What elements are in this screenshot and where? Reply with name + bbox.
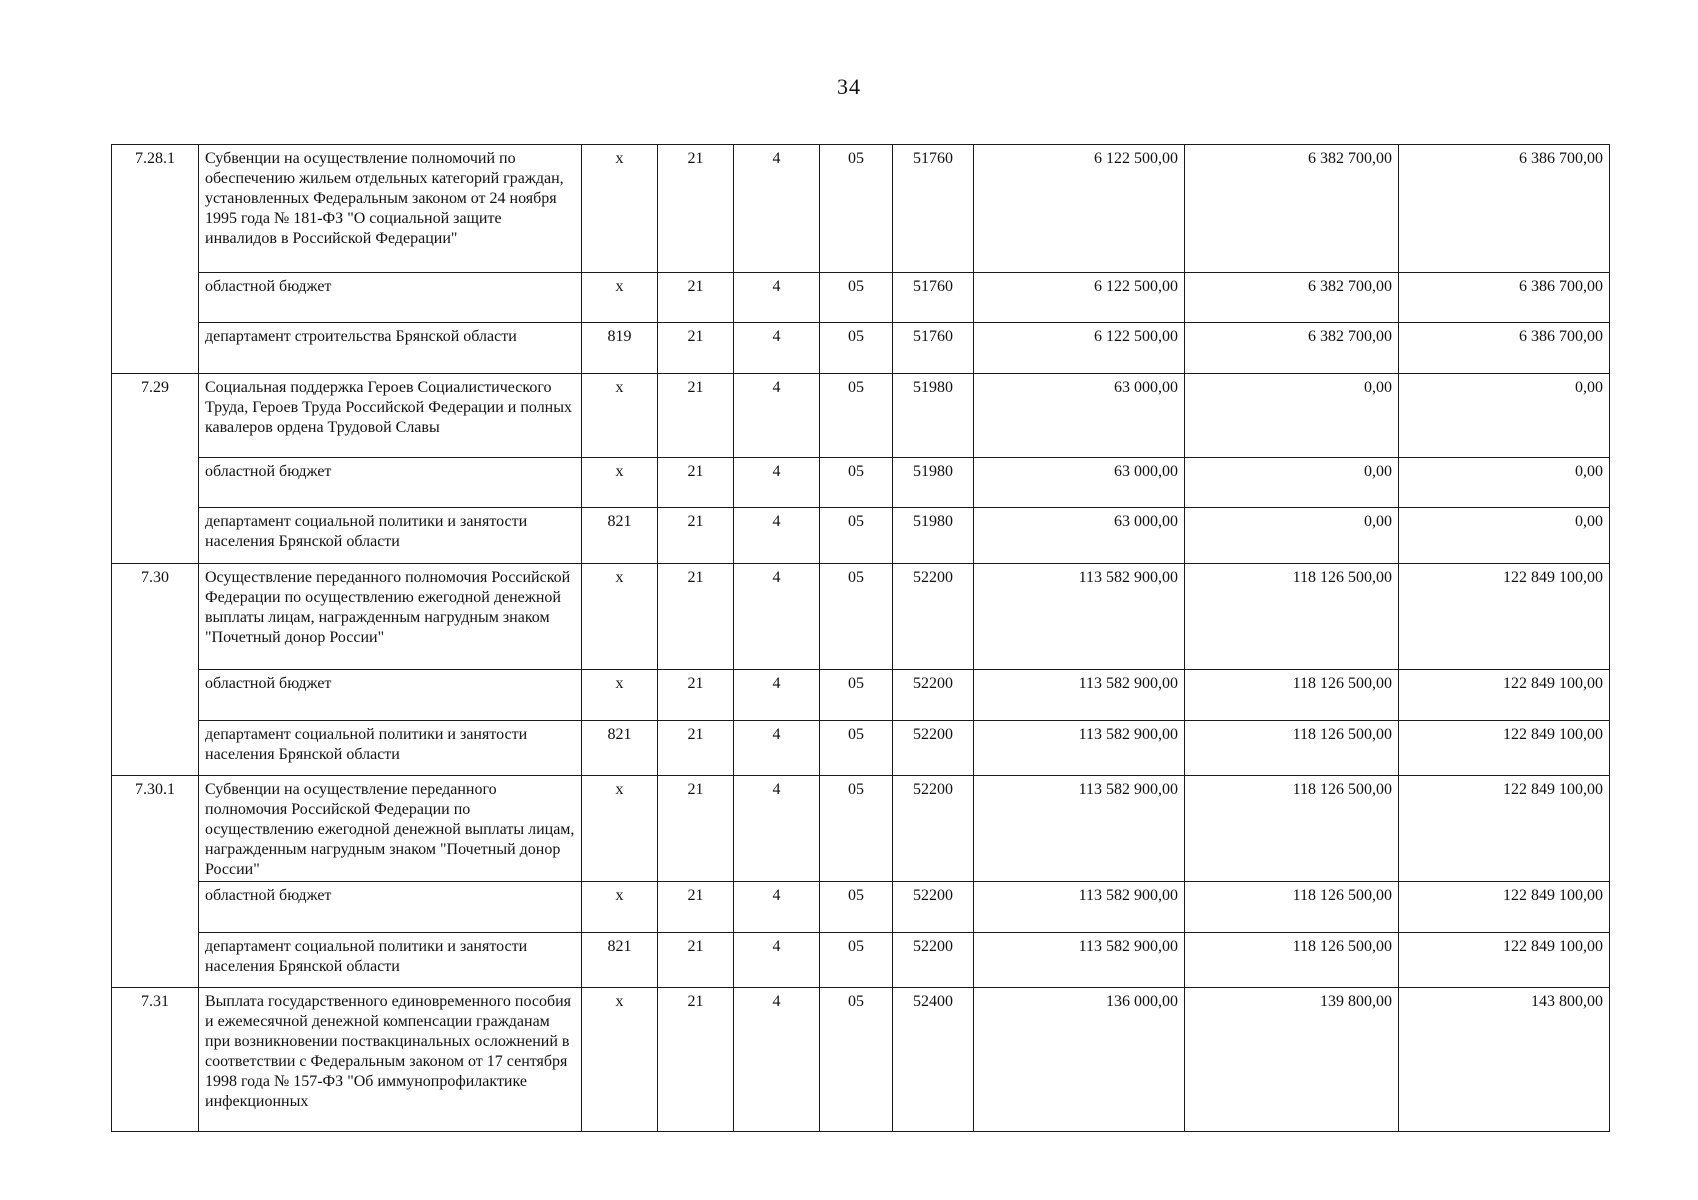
- grbs-cell: 821: [582, 721, 658, 776]
- code-cell: 51760: [893, 323, 974, 374]
- amount-year2-cell: 139 800,00: [1185, 988, 1399, 1132]
- table-row: [112, 323, 1610, 374]
- amount-year1-cell: 113 582 900,00: [974, 670, 1185, 721]
- code-cell: 21: [658, 776, 734, 882]
- code-cell: 4: [734, 564, 820, 670]
- code-cell: 4: [734, 374, 820, 458]
- table-row: [112, 721, 1610, 776]
- amount-year2-cell: 118 126 500,00: [1185, 933, 1399, 988]
- item-name-cell: Выплата государственного единовременного пособия и ежемесячной денежной компенсации гражданам при возникновении поствакцинальных осложнений в соответствии с Федеральным законом от 17 сентября 1998 года № 157-ФЗ "Об иммунопрофилактике инфекционных: [199, 988, 582, 1132]
- code-cell: 05: [820, 374, 893, 458]
- grbs-cell: х: [582, 882, 658, 933]
- item-name-cell: департамент строительства Брянской области: [199, 323, 582, 374]
- code-cell: 4: [734, 882, 820, 933]
- code-cell: 05: [820, 721, 893, 776]
- amount-year2-cell: 6 382 700,00: [1185, 145, 1399, 273]
- amount-year3-cell: 122 849 100,00: [1399, 882, 1610, 933]
- amount-year3-cell: 122 849 100,00: [1399, 776, 1610, 882]
- amount-year3-cell: 122 849 100,00: [1399, 670, 1610, 721]
- table-row: [112, 988, 1610, 1132]
- grbs-cell: 821: [582, 508, 658, 564]
- amount-year3-cell: 6 386 700,00: [1399, 323, 1610, 374]
- item-name-cell: Субвенции на осуществление переданного полномочия Российской Федерации по осуществлению ежегодной денежной выплаты лицам, награжденным нагрудным знаком "Почетный донор России": [199, 776, 582, 882]
- code-cell: 4: [734, 776, 820, 882]
- amount-year2-cell: 6 382 700,00: [1185, 323, 1399, 374]
- grbs-cell: х: [582, 458, 658, 508]
- grbs-cell: 821: [582, 933, 658, 988]
- amount-year3-cell: 122 849 100,00: [1399, 933, 1610, 988]
- table-row: [112, 273, 1610, 323]
- grbs-cell: х: [582, 145, 658, 273]
- code-cell: 21: [658, 933, 734, 988]
- budget-table: [111, 144, 1610, 1132]
- amount-year2-cell: 118 126 500,00: [1185, 721, 1399, 776]
- code-cell: 51980: [893, 458, 974, 508]
- item-number-cell: 7.31: [112, 988, 199, 1132]
- code-cell: 4: [734, 458, 820, 508]
- item-name-cell: областной бюджет: [199, 670, 582, 721]
- grbs-cell: х: [582, 988, 658, 1132]
- code-cell: 52200: [893, 721, 974, 776]
- code-cell: 51980: [893, 508, 974, 564]
- amount-year2-cell: 118 126 500,00: [1185, 564, 1399, 670]
- amount-year1-cell: 6 122 500,00: [974, 145, 1185, 273]
- table-row: [112, 458, 1610, 508]
- item-number-cell: 7.29: [112, 374, 199, 564]
- grbs-cell: х: [582, 776, 658, 882]
- code-cell: 21: [658, 273, 734, 323]
- code-cell: 05: [820, 988, 893, 1132]
- amount-year1-cell: 136 000,00: [974, 988, 1185, 1132]
- code-cell: 4: [734, 721, 820, 776]
- code-cell: 21: [658, 145, 734, 273]
- amount-year2-cell: 118 126 500,00: [1185, 776, 1399, 882]
- code-cell: 21: [658, 564, 734, 670]
- amount-year1-cell: 113 582 900,00: [974, 721, 1185, 776]
- item-name-cell: Субвенции на осуществление полномочий по обеспечению жильем отдельных категорий граждан, установленных Федеральным законом от 24 ноября 1995 года № 181-ФЗ "О социальной защите инвалидов в Российской Федерации": [199, 145, 582, 273]
- code-cell: 4: [734, 933, 820, 988]
- amount-year1-cell: 6 122 500,00: [974, 323, 1185, 374]
- grbs-cell: х: [582, 564, 658, 670]
- item-number-cell: 7.30.1: [112, 776, 199, 988]
- code-cell: 21: [658, 670, 734, 721]
- amount-year1-cell: 113 582 900,00: [974, 564, 1185, 670]
- amount-year3-cell: 122 849 100,00: [1399, 564, 1610, 670]
- code-cell: 05: [820, 882, 893, 933]
- code-cell: 21: [658, 988, 734, 1132]
- table-row: [112, 776, 1610, 882]
- code-cell: 05: [820, 508, 893, 564]
- amount-year2-cell: 0,00: [1185, 374, 1399, 458]
- amount-year2-cell: 6 382 700,00: [1185, 273, 1399, 323]
- code-cell: 51760: [893, 145, 974, 273]
- item-name-cell: департамент социальной политики и занятости населения Брянской области: [199, 933, 582, 988]
- code-cell: 4: [734, 273, 820, 323]
- amount-year3-cell: 0,00: [1399, 374, 1610, 458]
- code-cell: 4: [734, 670, 820, 721]
- code-cell: 21: [658, 721, 734, 776]
- amount-year3-cell: 0,00: [1399, 508, 1610, 564]
- code-cell: 21: [658, 374, 734, 458]
- amount-year1-cell: 63 000,00: [974, 374, 1185, 458]
- amount-year1-cell: 113 582 900,00: [974, 776, 1185, 882]
- code-cell: 05: [820, 273, 893, 323]
- table-row: [112, 145, 1610, 273]
- code-cell: 4: [734, 323, 820, 374]
- grbs-cell: х: [582, 273, 658, 323]
- item-name-cell: Социальная поддержка Героев Социалистического Труда, Героев Труда Российской Федерации и полных кавалеров ордена Трудовой Славы: [199, 374, 582, 458]
- amount-year3-cell: 143 800,00: [1399, 988, 1610, 1132]
- code-cell: 21: [658, 323, 734, 374]
- table-row: [112, 564, 1610, 670]
- code-cell: 21: [658, 882, 734, 933]
- table-row: [112, 882, 1610, 933]
- code-cell: 52200: [893, 776, 974, 882]
- code-cell: 05: [820, 145, 893, 273]
- amount-year1-cell: 113 582 900,00: [974, 933, 1185, 988]
- code-cell: 4: [734, 508, 820, 564]
- item-name-cell: департамент социальной политики и занятости населения Брянской области: [199, 721, 582, 776]
- amount-year2-cell: 0,00: [1185, 508, 1399, 564]
- amount-year3-cell: 6 386 700,00: [1399, 145, 1610, 273]
- table-row: [112, 508, 1610, 564]
- grbs-cell: х: [582, 374, 658, 458]
- code-cell: 4: [734, 988, 820, 1132]
- table-row: [112, 933, 1610, 988]
- item-name-cell: областной бюджет: [199, 273, 582, 323]
- code-cell: 52200: [893, 882, 974, 933]
- code-cell: 51760: [893, 273, 974, 323]
- grbs-cell: 819: [582, 323, 658, 374]
- item-name-cell: областной бюджет: [199, 458, 582, 508]
- amount-year1-cell: 63 000,00: [974, 458, 1185, 508]
- amount-year1-cell: 113 582 900,00: [974, 882, 1185, 933]
- amount-year1-cell: 63 000,00: [974, 508, 1185, 564]
- item-name-cell: областной бюджет: [199, 882, 582, 933]
- table-row: [112, 670, 1610, 721]
- code-cell: 21: [658, 458, 734, 508]
- code-cell: 21: [658, 508, 734, 564]
- amount-year2-cell: 0,00: [1185, 458, 1399, 508]
- code-cell: 52200: [893, 933, 974, 988]
- code-cell: 05: [820, 323, 893, 374]
- amount-year2-cell: 118 126 500,00: [1185, 670, 1399, 721]
- code-cell: 4: [734, 145, 820, 273]
- code-cell: 52200: [893, 564, 974, 670]
- amount-year3-cell: 122 849 100,00: [1399, 721, 1610, 776]
- code-cell: 05: [820, 933, 893, 988]
- code-cell: 05: [820, 458, 893, 508]
- amount-year2-cell: 118 126 500,00: [1185, 882, 1399, 933]
- item-name-cell: Осуществление переданного полномочия Российской Федерации по осуществлению ежегодной денежной выплаты лицам, награжденным нагрудным знаком "Почетный донор России": [199, 564, 582, 670]
- page-number: 34: [837, 74, 861, 99]
- amount-year3-cell: 6 386 700,00: [1399, 273, 1610, 323]
- code-cell: 05: [820, 670, 893, 721]
- code-cell: 05: [820, 776, 893, 882]
- item-name-cell: департамент социальной политики и занятости населения Брянской области: [199, 508, 582, 564]
- code-cell: 51980: [893, 374, 974, 458]
- item-number-cell: 7.28.1: [112, 145, 199, 374]
- item-number-cell: 7.30: [112, 564, 199, 776]
- code-cell: 52200: [893, 670, 974, 721]
- code-cell: 05: [820, 564, 893, 670]
- table-row: [112, 374, 1610, 458]
- amount-year3-cell: 0,00: [1399, 458, 1610, 508]
- amount-year1-cell: 6 122 500,00: [974, 273, 1185, 323]
- grbs-cell: х: [582, 670, 658, 721]
- code-cell: 52400: [893, 988, 974, 1132]
